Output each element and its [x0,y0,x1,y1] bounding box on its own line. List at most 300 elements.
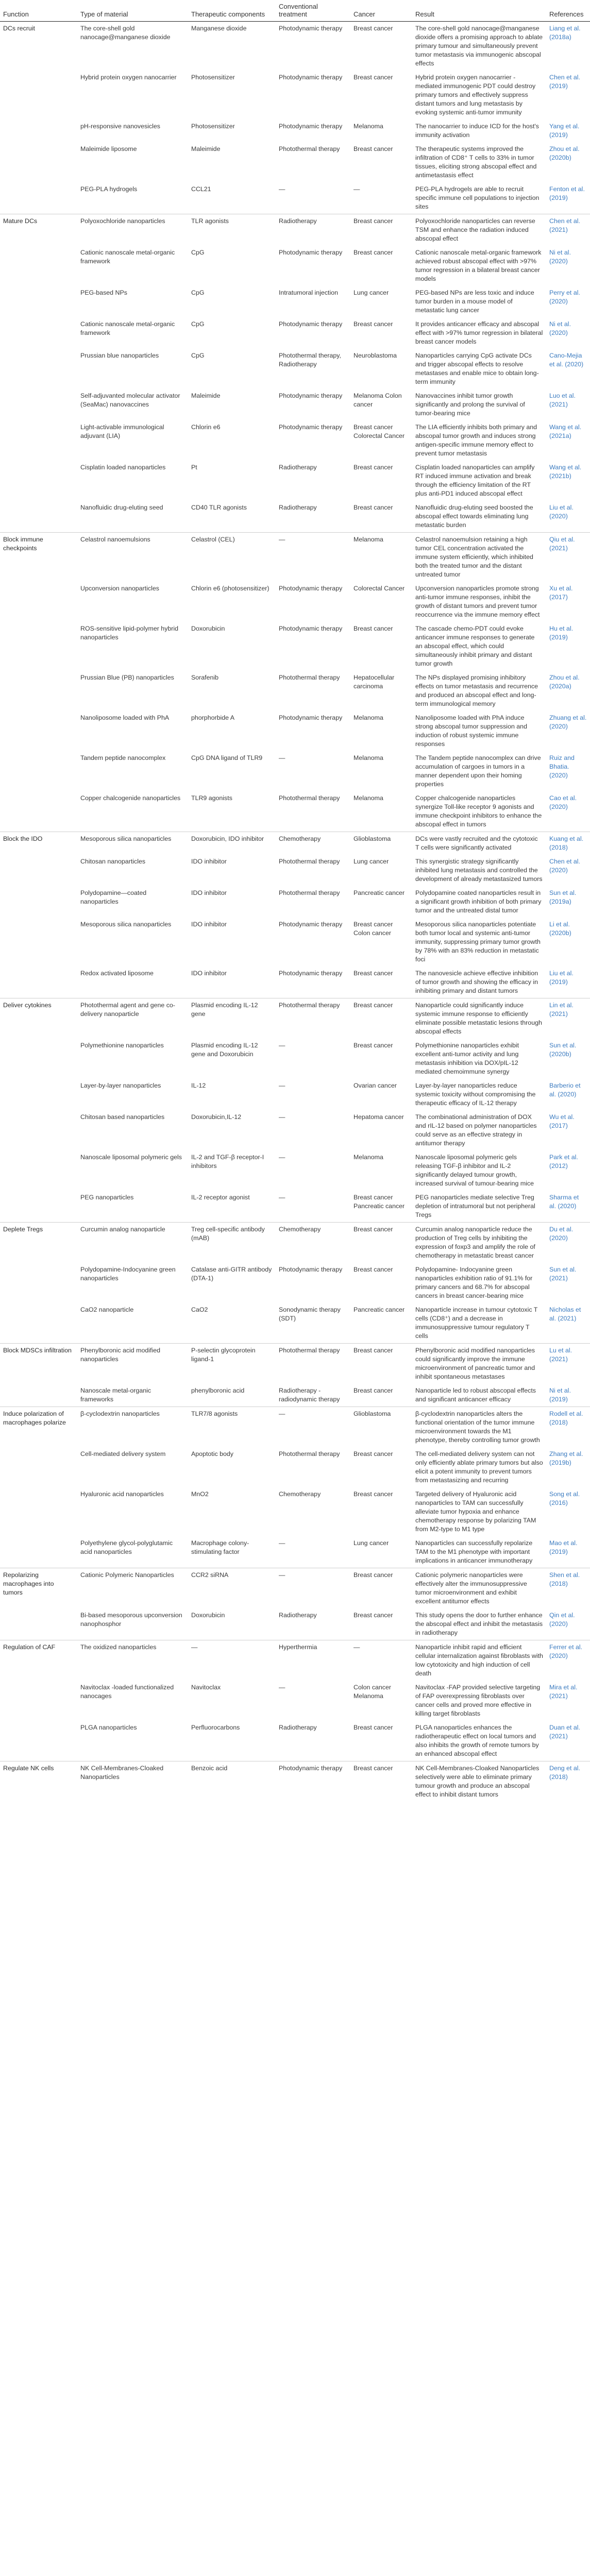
cell-components: TLR agonists [188,214,276,246]
cell-treatment: — [279,1082,285,1089]
cell-reference[interactable]: Qiu et al. (2021) [546,533,590,582]
cell-cancer: Breast cancer Colon cancer [353,921,393,937]
cell-function [0,120,77,142]
cell-reference[interactable]: Chen et al. (2021) [546,214,590,246]
cell-reference[interactable]: Zhou et al. (2020a) [549,674,580,690]
cell-result: This study opens the door to further enhance the abscopal effect and inhibit the metastasis in radiotherapy [415,1612,543,1636]
cell-components: IDO inhibitor [191,889,227,896]
cell-result: The NPs displayed promising inhibitory effects on tumor metastasis and recurrence and produced an abscopal effect and long-term immunological memory [415,674,538,707]
cell-cancer: Neuroblastoma [353,352,397,359]
cell-result: Nanoparticle led to robust abscopal effects and significant anticancer efficacy [415,1387,536,1403]
cell-reference[interactable]: Ruiz and Bhatia. (2020) [549,754,575,779]
cell-material: Navitoclax -loaded functionalized nanocages [80,1684,174,1700]
cell-reference[interactable]: Sun et al. (2019a) [549,889,577,905]
cell-treatment: Photothermal therapy [276,998,350,1039]
cell-cancer: Breast cancer [353,1490,393,1498]
cell-reference[interactable]: Ni et al. (2019) [549,1387,571,1403]
cell-function: Induce polarization of macrophages polarize [0,1407,77,1448]
cell-treatment: Photothermal therapy [279,794,340,802]
cell-material: β-cyclodextrin nanoparticles [77,1407,188,1448]
cell-result: Nanovaccines inhibit tumor growth significantly and prolong the survival of tumor-bearing mice [415,392,525,417]
cell-treatment: — [276,533,350,582]
cell-cancer: Breast cancer [353,625,393,632]
cell-components: Plasmid encoding IL-12 gene and Doxorubicin [191,1042,258,1058]
cell-reference[interactable]: Chen et al. (2020) [549,858,580,874]
cell-components: TLR9 agonists [191,794,232,802]
cell-components: Celastrol (CEL) [188,533,276,582]
cell-reference[interactable]: Park et al. (2012) [549,1154,578,1170]
table-row [0,389,590,420]
cell-cancer: Breast cancer [353,970,393,977]
cell-components: MnO2 [191,1490,209,1498]
cell-components: Photosensitizer [191,74,235,81]
cell-cancer: Breast cancer [353,464,393,471]
table-row [0,1640,590,1681]
cell-result: The cell-mediated delivery system can not only efficiently ablate primary tumors but also elicit a potent immunity to prevent tumors from metastasizing and recurring [415,1450,543,1484]
table-body [0,22,590,1802]
cell-function [0,622,77,671]
cell-treatment: Photodynamic therapy [279,970,343,977]
table-row [0,182,590,214]
cell-material: PLGA nanoparticles [80,1724,137,1731]
cell-result: Nanoparticle increase in tumour cytotoxic T cells (CD8⁺) and a decrease in immunosuppressive tumour regulatory T cells [415,1306,538,1340]
cell-treatment: Photothermal therapy [279,858,340,865]
cell-material: NK Cell-Membranes-Cloaked Nanoparticles [77,1761,188,1802]
cell-components: Apoptotic body [191,1450,233,1458]
cell-reference[interactable]: Ferrer et al. (2020) [546,1640,590,1681]
cell-result: The cascade chemo-PDT could evoke anticancer immune responses to generate an abscopal effect, which could simultaneously inhibit primary and distant tumor growth [415,625,535,667]
cell-cancer: Hepatocellular carcinoma [353,674,395,690]
cell-material: Chitosan based nanoparticles [80,1113,165,1121]
cell-reference[interactable]: Shen et al. (2018) [546,1568,590,1609]
table-row [0,1407,590,1448]
cell-result: Phenylboronic acid modified nanoparticles could significantly improve the immune microenvironment of pancreatic tumor and inhibit spontaneous metastases [412,1344,546,1384]
cell-cancer: Hepatoma cancer [353,1113,404,1121]
cell-result: Hybrid protein oxygen nanocarrier - mediated immunogenic PDT could destroy primary tumors and effectively suppress distant tumors and lung metastasis by evoking systemic anti-tumor immunity [415,74,536,116]
table-row [0,22,590,71]
cell-cancer: Breast cancer [353,504,393,511]
cell-function [0,1039,77,1079]
cell-result: The nanovesicle achieve effective inhibition of tumor growth and showing the efficacy in inhibiting primary and distant tumors [415,970,538,994]
table-row [0,1263,590,1303]
cell-material: Cationic nanoscale metal-organic framework [80,249,175,265]
cell-material: Nanoliposome loaded with PhA [80,714,170,721]
cell-result: Cationic nanoscale metal-organic framework achieved robust abscopal effect with >97% tumor regression in a bilateral breast cancer models [415,249,542,282]
cell-components: IDO inhibitor [191,970,227,977]
cell-cancer: Breast cancer [350,214,412,246]
cell-components: Navitoclax [191,1684,221,1691]
cell-components: CpG [191,352,205,359]
cell-function [0,1079,77,1110]
cell-treatment: Photodynamic therapy [279,714,343,721]
cell-material: Mesoporous silica nanoparticles [77,832,188,855]
cell-components: CpG [191,289,205,296]
cell-material: Polyoxochloride nanoparticles [77,214,188,246]
cell-result: The Tandem peptide nanocomplex can drive accumulation of cargoes in tumors in a manner dependent upon their homing properties [415,754,541,788]
cell-reference[interactable]: Rodell et al. (2018) [546,1407,590,1448]
cell-cancer: Breast cancer [353,74,393,81]
cell-components: Catalase anti-GITR antibody (DTA-1) [191,1266,272,1282]
cell-components: Photosensitizer [191,123,235,130]
cell-reference[interactable]: Mao et al. (2019) [549,1539,578,1555]
cell-material: The oxidized nanoparticles [77,1640,188,1681]
cell-treatment: Photodynamic therapy [279,423,343,431]
cell-components: Doxorubicin [191,625,225,632]
cell-material: Photothermal agent and gene co-delivery nanoparticle [77,998,188,1039]
cell-treatment: Photothermal therapy [279,1450,340,1458]
cell-treatment: Photodynamic therapy [279,1266,343,1273]
cell-reference[interactable]: Cao et al. (2020) [549,794,577,810]
cell-components: Doxorubicin [191,1612,225,1619]
cell-cancer: Breast cancer [350,22,412,71]
cell-result: Nanoparticles can successfully repolarize TAM to the M1 phenotype with important implications in anticancer immunotherapy [415,1539,533,1564]
cell-result: Targeted delivery of Hyaluronic acid nanoparticles to TAM can successfully alleviate tumor hypoxia and enhance chemotherapy response by polarizing TAM from M2-type to M1 type [415,1490,536,1533]
cell-function: DCs recruit [0,22,77,71]
table-row [0,622,590,671]
cell-cancer: — [350,1640,412,1681]
table-row [0,751,590,791]
cell-components: Manganese dioxide [188,22,276,71]
header-treatment: Conventional treatment [276,0,350,22]
cell-result: The combinational administration of DOX and rIL-12 based on polymer nanoparticles could serve as an effective strategy in antitumor therapy [415,1113,537,1147]
cell-reference[interactable]: Ni et al. (2020) [549,320,571,336]
cell-result: Polydopamine- Indocyanine green nanoparticles exhibition ratio of 91.1% for primary cancers and 68.7% for abscopal cancers in breast cancer-bearing mice [415,1266,533,1299]
cell-reference[interactable]: Xu et al. (2017) [549,585,573,601]
cell-function: Block the IDO [0,832,77,855]
cell-function [0,918,77,967]
cell-function [0,967,77,998]
cell-result: Cationic polymeric nanoparticles were effectively alter the immunosuppressive tumor microenvironment and exhibit excellent antitumor effects [412,1568,546,1609]
cell-treatment: Photodynamic therapy [279,123,343,130]
header-result: Result [412,0,546,22]
header-references: References [546,0,590,22]
cell-treatment: Photothermal therapy [276,1344,350,1384]
cell-components: CpG [191,249,205,256]
cell-material: Nanofluidic drug-eluting seed [80,504,163,511]
cell-result: Celastrol nanoemulsion retaining a high tumor CEL concentration activated the immune system efficiently, which inhibited both the treated tumor and the distant untreated tumor [412,533,546,582]
cell-treatment: — [279,1539,285,1547]
cell-result: NK Cell-Membranes-Cloaked Nanoparticles selectively were able to eliminate primary tumour growth and produce an abscopal effect to inhibit distant tumors [412,1761,546,1802]
cell-function [0,886,77,918]
cell-treatment: — [279,1684,285,1691]
cell-cancer: Breast cancer [353,1450,393,1458]
table-row [0,246,590,286]
cell-material: Chitosan nanoparticles [80,858,146,865]
header-function: Function [0,0,77,22]
cell-treatment: Radiotherapy [279,464,317,471]
cell-material: ROS-sensitive lipid-polymer hybrid nanoparticles [80,625,179,641]
table-row [0,142,590,182]
cell-function [0,1681,77,1721]
cell-reference[interactable]: Zhou et al. (2020b) [549,145,580,161]
cell-material: Cisplatin loaded nanoparticles [80,464,166,471]
cell-cancer: Breast cancer Pancreatic cancer [353,1194,405,1210]
cell-result: PLGA nanoparticles enhances the radiotherapeutic effect on local tumors and also inhibits the growth of remote tumors by an enhanced abscopal effect [415,1724,539,1757]
cell-reference[interactable]: Mira et al. (2021) [549,1684,578,1700]
cell-treatment: Chemotherapy [276,1223,350,1263]
cell-reference[interactable]: Liu et al. (2020) [549,504,574,520]
cell-cancer: Colon cancer Melanoma [353,1684,392,1700]
cell-treatment: Photothermal therapy [279,674,340,681]
table-row [0,1079,590,1110]
cell-reference[interactable]: Liu et al. (2019) [549,970,574,986]
cell-components: CpG DNA ligand of TLR9 [191,754,263,761]
cell-treatment: — [276,1568,350,1609]
table-row [0,791,590,832]
table-row [0,501,590,533]
cell-components: IL-2 and TGF-β receptor-I inhibitors [191,1154,264,1170]
table-row [0,711,590,751]
cell-reference[interactable]: Lu et al. (2021) [546,1344,590,1384]
cell-reference[interactable]: Qin et al. (2020) [549,1612,575,1628]
cell-function [0,461,77,501]
table-row [0,1303,590,1344]
cell-function [0,349,77,389]
cell-components: Sorafenib [191,674,219,681]
cell-function [0,1721,77,1761]
cell-reference[interactable]: Barberio et al. (2020) [549,1082,581,1098]
cell-function: Deliver cytokines [0,998,77,1039]
cell-function [0,1150,77,1191]
cell-components: Chlorin e6 [191,423,221,431]
cell-material: Upconversion nanoparticles [80,585,159,592]
cell-treatment: Radiotherapy [279,1724,317,1731]
cell-material: Hybrid protein oxygen nanocarrier [80,74,177,81]
table-row [0,967,590,998]
cell-result: Cisplatin loaded nanoparticles can amplify RT induced immune activation and break through the efficiency limitation of the RT plus anti-PD1 induced abscopal effect [415,464,535,497]
cell-function [0,1384,77,1407]
cell-reference[interactable]: Sharma et al. (2020) [549,1194,579,1210]
cell-treatment: Photothermal therapy [279,889,340,896]
cell-reference[interactable]: Lin et al. (2021) [546,998,590,1039]
cell-cancer: Breast cancer Colorectal Cancer [353,423,405,439]
table-row [0,671,590,711]
cell-treatment: Radiotherapy -radiodynamic therapy [279,1387,340,1403]
cell-treatment: — [276,1407,350,1448]
cell-cancer: Melanoma [350,533,412,582]
cell-result: Nanoparticle could significantly induce systemic immune response to efficiently eliminate possible metastatic lesions through abscopal effects [412,998,546,1039]
cell-components: CCR2 siRNA [188,1568,276,1609]
table-row [0,832,590,855]
cell-reference[interactable]: Kuang et al. (2018) [546,832,590,855]
cell-function [0,501,77,533]
cell-cancer: Ovarian cancer [353,1082,397,1089]
cell-treatment: — [279,185,285,193]
table-row [0,1721,590,1761]
cell-reference[interactable]: Duan et al. (2021) [549,1724,580,1740]
cell-reference[interactable]: Song et al. (2016) [549,1490,580,1506]
cell-treatment: Chemotherapy [276,832,350,855]
cell-treatment: — [279,1042,285,1049]
cell-function [0,71,77,120]
cell-material: Cell-mediated delivery system [80,1450,166,1458]
cell-cancer: Breast cancer [353,1612,393,1619]
cell-reference[interactable]: Liang et al. (2018a) [546,22,590,71]
cell-components: IDO inhibitor [191,858,227,865]
cell-reference[interactable]: Wu et al. (2017) [549,1113,575,1129]
cell-result: Layer-by-layer nanoparticles reduce systemic toxicity without compromising the therapeutic efficacy of IL-12 therapy [415,1082,536,1107]
cell-material: Bi-based mesoporous upconversion nanophosphor [80,1612,182,1628]
cell-material: Curcumin analog nanoparticle [77,1223,188,1263]
cell-cancer: Colorectal Cancer [353,585,405,592]
cell-result: Mesoporous silica nanoparticles potentiate both tumor local and systemic anti-tumor immunity, suppressing primary tumor growth by 78% with an 83% reduction in metastatic foci [415,921,541,963]
cell-components: Pt [191,464,197,471]
table-row [0,1536,590,1568]
cell-reference[interactable]: Zhang et al. (2019b) [549,1450,583,1466]
header-row [0,0,590,22]
cell-cancer: Breast cancer [350,1344,412,1384]
cell-material: Polymethionine nanoparticles [80,1042,164,1049]
table-row [0,286,590,317]
cell-function [0,1536,77,1568]
table-row [0,582,590,622]
cell-treatment: Photodynamic therapy [279,921,343,928]
header-components: Therapeutic components [188,0,276,22]
cell-result: PEG-based NPs are less toxic and induce tumor burden in a mouse model of metastatic lung cancer [415,289,534,314]
cell-result: Polyoxochloride nanoparticles can reverse TSM and enhance the radiation induced abscopal effect [412,214,546,246]
table-row [0,461,590,501]
cell-treatment: Photodynamic therapy [279,392,343,399]
table-row [0,1447,590,1487]
cell-reference[interactable]: Hu et al. (2019) [549,625,574,641]
cell-cancer: Melanoma Colon cancer [353,392,402,408]
cell-material: Celastrol nanoemulsions [77,533,188,582]
cell-reference[interactable]: Chen et al. (2019) [549,74,580,90]
cell-treatment: Radiotherapy [279,504,317,511]
cell-cancer: Breast cancer [350,1223,412,1263]
cell-function [0,1487,77,1536]
header-material: Type of material [77,0,188,22]
cell-components: P-selectin glycoprotein ligand-1 [188,1344,276,1384]
cell-reference[interactable]: Ni et al. (2020) [549,249,571,265]
cell-reference[interactable]: Nicholas et al. (2021) [549,1306,581,1322]
cell-function [0,711,77,751]
cell-cancer: Pancreatic cancer [353,1306,405,1313]
cell-cancer: Pancreatic cancer [353,889,405,896]
cell-material: CaO2 nanoparticle [80,1306,134,1313]
cell-cancer: Breast cancer [350,998,412,1039]
cell-function: Block immune checkpoints [0,533,77,582]
cell-components: CpG [191,320,205,328]
table-row [0,1568,590,1609]
cell-function: Deplete Tregs [0,1223,77,1263]
cell-result: PEG-PLA hydrogels are able to recruit specific immune cell populations to injection sites [415,185,540,210]
cell-cancer: Breast cancer [353,1042,393,1049]
cell-material: Nanoscale liposomal polymeric gels [80,1154,182,1161]
cell-components: phorphorbide A [191,714,235,721]
cell-material: Tandem peptide nanocomplex [80,754,166,761]
table-row [0,1223,590,1263]
table-row [0,998,590,1039]
cell-reference[interactable]: Perry et al. (2020) [549,289,580,305]
cell-cancer: Melanoma [353,754,383,761]
cell-treatment: Hyperthermia [276,1640,350,1681]
cell-result: Navitoclax -FAP provided selective targeting of FAP overexpressing fibroblasts over cancer cells and proved more effective in killing target fibroblasts [415,1684,541,1717]
cell-treatment: Chemotherapy [279,1490,321,1498]
cell-function [0,751,77,791]
cell-result: Copper chalcogenide nanoparticles synergize Toll-like receptor 9 agonists and immune checkpoint inhibitors to enhance the abscopal effect in tumors [415,794,542,828]
cell-material: Prussian blue nanoparticles [80,352,159,359]
cell-result: PEG nanoparticles mediate selective Treg depletion of intratumoral but not peripheral Tregs [415,1194,535,1218]
cell-cancer: Glioblastoma [350,832,412,855]
cell-treatment: — [279,754,285,761]
cell-function [0,1191,77,1223]
cell-components: Chlorin e6 (photosensitizer) [191,585,269,592]
cell-reference[interactable]: Sun et al. (2021) [549,1266,577,1282]
cell-reference[interactable]: Sun et al. (2020b) [549,1042,577,1058]
table-row [0,1608,590,1640]
cell-cancer: Melanoma [353,123,383,130]
cell-function [0,317,77,349]
cell-function [0,1303,77,1344]
cell-treatment: Photodynamic therapy [279,320,343,328]
cell-function [0,1608,77,1640]
table-row [0,1487,590,1536]
cell-components: Doxorubicin, IDO inhibitor [188,832,276,855]
cell-result: Nanoliposome loaded with PhA induce strong abscopal tumor suppression and induction of robust systemic immune responses [415,714,527,748]
cell-cancer: Melanoma [353,1154,383,1161]
cell-reference[interactable]: Fenton et al. (2019) [549,185,585,201]
cell-reference[interactable]: Li et al. (2020b) [549,921,571,937]
table-row [0,1344,590,1384]
cell-function: Block MDSCs infiltration [0,1344,77,1384]
cell-function [0,286,77,317]
cell-treatment: Photodynamic therapy [279,625,343,632]
table-row [0,886,590,918]
cell-result: The LIA efficiently inhibits both primary and abscopal tumor growth and induces strong antigen-specific immune memory effect to prevent tumor metastasis [415,423,537,457]
cell-result: Polydopamine coated nanoparticles result in a significant growth inhibition of both primary tumor and the untreated distal tumor [415,889,542,914]
cell-reference[interactable]: Zhuang et al. (2020) [549,714,587,730]
cell-components: IL-2 receptor agonist [191,1194,250,1201]
cell-components: Plasmid encoding IL-12 gene [188,998,276,1039]
table-row [0,214,590,246]
cell-result: Curcumin analog nanoparticle reduce the production of Treg cells by inhibiting the expression of foxp3 and amplify the role of chemotherapy in metastatic breast cancer [412,1223,546,1263]
cell-reference[interactable]: Wang et al. (2021a) [549,423,582,439]
cell-reference[interactable]: Wang et al. (2021b) [549,464,582,480]
cell-function [0,389,77,420]
cell-function [0,182,77,214]
table-row [0,918,590,967]
cell-cancer: Melanoma [353,714,383,721]
table-row [0,533,590,582]
cell-reference[interactable]: Luo et al. (2021) [549,392,576,408]
cell-reference[interactable]: Du et al. (2020) [546,1223,590,1263]
cell-result: It provides anticancer efficacy and abscopal effect with >97% tumor regression in bilateral breast cancer models [415,320,543,345]
cell-function [0,1447,77,1487]
cell-treatment: Intratumoral injection [279,289,339,296]
cell-cancer: Melanoma [353,794,383,802]
cell-result: Nanofluidic drug-eluting seed boosted the abscopal effect towards eliminating lung metastatic burden [415,504,533,529]
cell-material: Cationic Polymeric Nanoparticles [77,1568,188,1609]
header-cancer: Cancer [350,0,412,22]
cell-cancer: Breast cancer [353,145,393,152]
table-row [0,1191,590,1223]
cell-reference[interactable]: Deng et al. (2018) [546,1761,590,1802]
cell-reference[interactable]: Yang et al. (2019) [549,123,580,139]
cell-material: Hyaluronic acid nanoparticles [80,1490,164,1498]
table-row [0,855,590,886]
cell-treatment: Photodynamic therapy [276,22,350,71]
cell-function: Mature DCs [0,214,77,246]
cell-treatment: Photodynamic therapy [279,74,343,81]
cell-material: Polydopamine-Indocyanine green nanoparticles [80,1266,176,1282]
cell-function [0,1263,77,1303]
cell-cancer: Breast cancer [350,1568,412,1609]
cell-function [0,246,77,286]
cell-components: Benzoic acid [188,1761,276,1802]
cell-treatment: Photodynamic therapy [276,1761,350,1802]
cell-reference[interactable]: Cano-Mejia et al. (2020) [549,352,584,368]
